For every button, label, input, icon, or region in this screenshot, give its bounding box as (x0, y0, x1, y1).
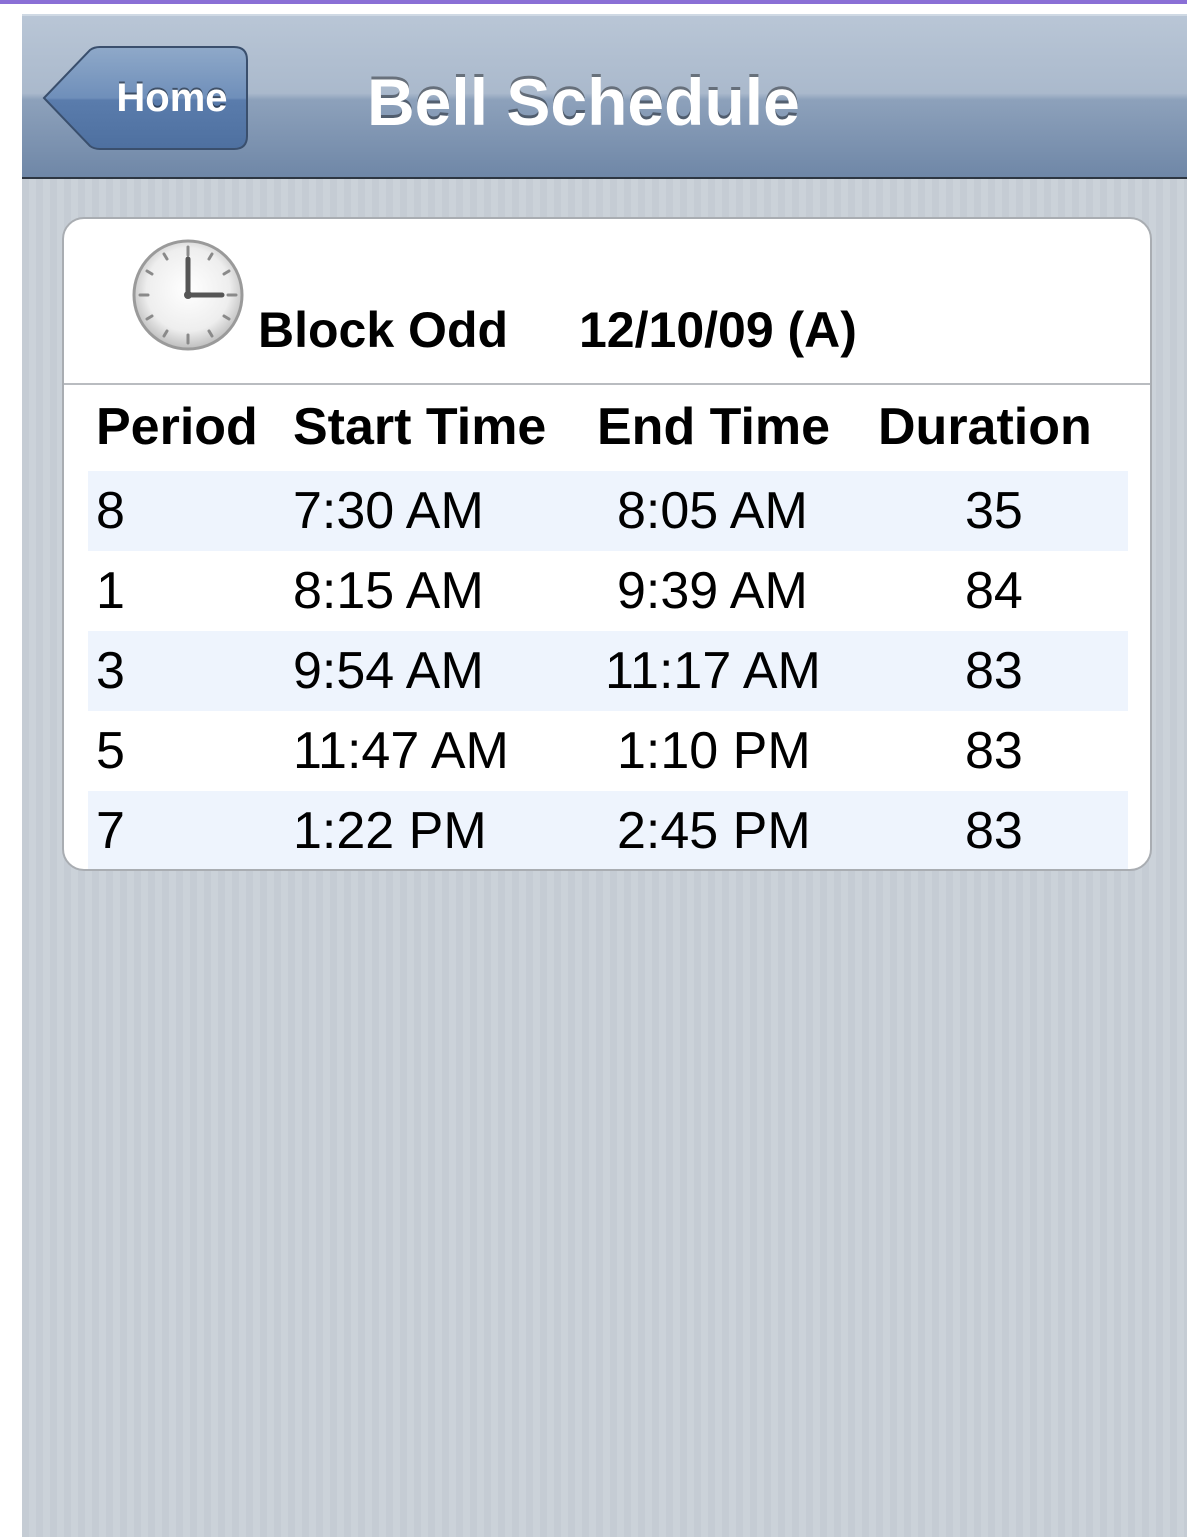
end-time-cell: 1:10 PM (617, 722, 811, 780)
table-row (88, 791, 1128, 871)
end-time-cell: 11:17 AM (605, 642, 821, 700)
table-row (88, 471, 1128, 551)
period-cell: 1 (96, 562, 125, 620)
clock-icon (130, 237, 246, 353)
schedule-date: 12/10/09 (A) (579, 302, 857, 358)
navigation-bar (22, 14, 1187, 179)
window-left-strip (0, 4, 22, 1537)
duration-cell: 35 (965, 482, 1023, 540)
start-time-cell: 8:15 AM (293, 562, 484, 620)
column-header-period: Period (96, 398, 258, 456)
start-time-cell: 9:54 AM (293, 642, 484, 700)
column-header-duration: Duration (878, 398, 1092, 456)
schedule-header (64, 219, 1150, 385)
start-time-cell: 7:30 AM (293, 482, 484, 540)
page-title: Bell Schedule (367, 65, 800, 139)
duration-cell: 84 (965, 562, 1023, 620)
end-time-cell: 2:45 PM (617, 802, 811, 860)
column-header-start-time: Start Time (293, 398, 547, 456)
home-button-label: Home (116, 76, 228, 120)
block-name: Block Odd (258, 302, 509, 358)
end-time-cell: 9:39 AM (617, 562, 808, 620)
start-time-cell: 11:47 AM (293, 722, 509, 780)
column-header-end-time: End Time (597, 398, 831, 456)
home-back-button[interactable] (42, 46, 249, 150)
window-top-accent (0, 0, 1187, 4)
table-row (88, 631, 1128, 711)
table-row (88, 711, 1128, 791)
duration-cell: 83 (965, 642, 1023, 700)
duration-cell: 83 (965, 722, 1023, 780)
period-cell: 3 (96, 642, 125, 700)
app-screen (22, 14, 1187, 1537)
period-cell: 8 (96, 482, 125, 540)
bell-schedule-card (62, 217, 1152, 871)
period-cell: 5 (96, 722, 125, 780)
table-row (88, 551, 1128, 631)
duration-cell: 83 (965, 802, 1023, 860)
end-time-cell: 8:05 AM (617, 482, 808, 540)
start-time-cell: 1:22 PM (293, 802, 487, 860)
period-cell: 7 (96, 802, 125, 860)
